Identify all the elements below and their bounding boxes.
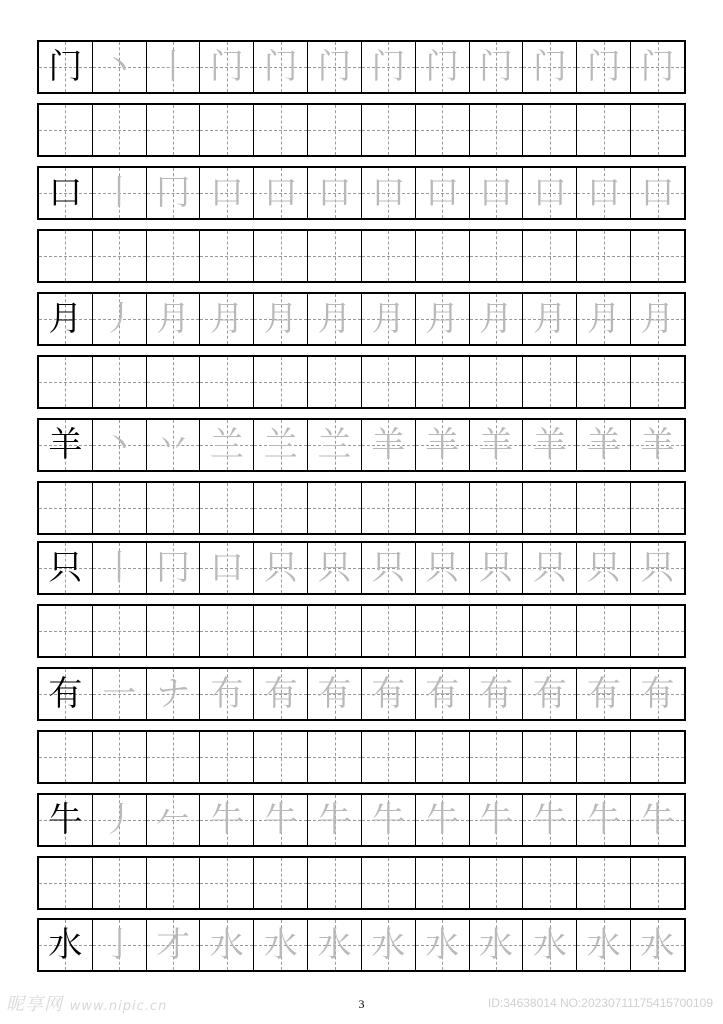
stroke-step: 口: [479, 173, 514, 213]
stroke-step: 口: [586, 173, 621, 213]
trace-cell: [254, 669, 308, 719]
stroke-step: 牛: [532, 800, 567, 840]
trace-cell: [577, 294, 631, 344]
practice-row: [37, 418, 686, 472]
blank-cell: [147, 357, 201, 407]
blank-cell: [577, 105, 631, 155]
blank-cell: [93, 732, 147, 782]
stroke-step: 门: [425, 47, 460, 87]
blank-cell: [416, 858, 470, 908]
trace-cell: [93, 168, 147, 218]
stroke-step: 水: [425, 925, 460, 965]
stroke-step: 水: [209, 925, 244, 965]
blank-cell: [362, 105, 416, 155]
stroke-step: 水: [532, 925, 567, 965]
trace-cell: [362, 420, 416, 470]
trace-cell: [200, 669, 254, 719]
trace-cell: [200, 42, 254, 92]
blank-cell: [200, 606, 254, 656]
stroke-step: 水: [640, 925, 675, 965]
blank-cell: [254, 105, 308, 155]
trace-cell: [470, 669, 524, 719]
trace-cell: [362, 795, 416, 845]
stroke-step: 口: [263, 173, 298, 213]
stroke-step: 只: [586, 548, 621, 588]
stroke-step: 丶: [102, 425, 137, 465]
stroke-step: 门: [479, 47, 514, 87]
trace-cell: [416, 294, 470, 344]
blank-writing-row: [37, 103, 686, 157]
stroke-step: 口: [317, 173, 352, 213]
blank-cell: [523, 357, 577, 407]
blank-cell: [577, 732, 631, 782]
trace-cell: [147, 795, 201, 845]
blank-cell: [416, 105, 470, 155]
trace-cell: [631, 543, 684, 593]
blank-cell: [147, 858, 201, 908]
model-character: 有: [48, 674, 83, 714]
trace-cell: [631, 294, 684, 344]
stroke-step: 羊: [640, 425, 675, 465]
trace-cell: [523, 168, 577, 218]
stroke-step: 丶: [102, 47, 137, 87]
trace-cell: [416, 920, 470, 970]
model-character: 羊: [48, 425, 83, 465]
blank-cell: [577, 231, 631, 281]
blank-cell: [254, 357, 308, 407]
stroke-step: 月: [263, 299, 298, 339]
blank-cell: [200, 231, 254, 281]
practice-row: [37, 667, 686, 721]
blank-cell: [362, 357, 416, 407]
trace-cell: [631, 42, 684, 92]
blank-cell: [254, 732, 308, 782]
stroke-step: 有: [263, 674, 298, 714]
trace-cell: [254, 294, 308, 344]
stroke-step: 有: [479, 674, 514, 714]
blank-cell: [93, 105, 147, 155]
practice-row: [37, 292, 686, 346]
stroke-step: 羊: [425, 425, 460, 465]
trace-cell: [523, 420, 577, 470]
blank-cell: [308, 606, 362, 656]
stroke-step: 牛: [586, 800, 621, 840]
stroke-step: 丨: [102, 173, 137, 213]
blank-cell: [254, 483, 308, 533]
trace-cell: [416, 543, 470, 593]
model-character-cell: [39, 543, 93, 593]
trace-cell: [416, 168, 470, 218]
blank-cell: [39, 357, 93, 407]
trace-cell: [631, 920, 684, 970]
blank-cell: [39, 858, 93, 908]
trace-cell: [93, 294, 147, 344]
trace-cell: [308, 795, 362, 845]
blank-cell: [577, 483, 631, 533]
trace-cell: [147, 42, 201, 92]
trace-cell: [470, 420, 524, 470]
blank-cell: [631, 732, 684, 782]
stroke-step: 门: [209, 47, 244, 87]
trace-cell: [470, 920, 524, 970]
stroke-step: 有: [532, 674, 567, 714]
practice-row: [37, 40, 686, 94]
blank-cell: [416, 732, 470, 782]
stroke-step: 丨: [156, 47, 191, 87]
model-character-cell: [39, 795, 93, 845]
model-character: 只: [48, 548, 83, 588]
blank-cell: [631, 483, 684, 533]
trace-cell: [523, 669, 577, 719]
stroke-step: 门: [640, 47, 675, 87]
blank-cell: [308, 105, 362, 155]
blank-cell: [93, 858, 147, 908]
blank-cell: [523, 483, 577, 533]
blank-cell: [200, 105, 254, 155]
blank-cell: [147, 483, 201, 533]
trace-cell: [470, 42, 524, 92]
blank-writing-row: [37, 355, 686, 409]
blank-cell: [254, 606, 308, 656]
trace-cell: [308, 294, 362, 344]
blank-cell: [470, 732, 524, 782]
stroke-step: 月: [371, 299, 406, 339]
blank-cell: [470, 606, 524, 656]
blank-cell: [308, 357, 362, 407]
practice-row: [37, 918, 686, 972]
blank-cell: [470, 483, 524, 533]
blank-cell: [631, 858, 684, 908]
stroke-step: 牛: [479, 800, 514, 840]
watermark-site: www.nipic.cn: [69, 999, 168, 1014]
blank-cell: [93, 606, 147, 656]
blank-cell: [523, 606, 577, 656]
blank-cell: [39, 231, 93, 281]
trace-cell: [147, 543, 201, 593]
stroke-step: 水: [263, 925, 298, 965]
blank-cell: [39, 732, 93, 782]
stroke-step: 兰: [317, 425, 352, 465]
stroke-step: 水: [371, 925, 406, 965]
stroke-step: ナ: [156, 674, 191, 714]
trace-cell: [147, 669, 201, 719]
blank-cell: [416, 357, 470, 407]
trace-cell: [577, 168, 631, 218]
trace-cell: [362, 294, 416, 344]
stroke-step: 月: [640, 299, 675, 339]
blank-cell: [147, 105, 201, 155]
trace-cell: [93, 795, 147, 845]
stroke-step: 口: [371, 173, 406, 213]
trace-cell: [254, 920, 308, 970]
stroke-step: 门: [371, 47, 406, 87]
trace-cell: [308, 42, 362, 92]
stroke-step: 才: [156, 925, 191, 965]
stroke-step: 有: [371, 674, 406, 714]
stroke-step: 只: [640, 548, 675, 588]
model-character: 门: [48, 47, 83, 87]
stroke-step: 羊: [532, 425, 567, 465]
trace-cell: [577, 420, 631, 470]
blank-cell: [200, 858, 254, 908]
blank-cell: [200, 357, 254, 407]
stroke-step: 只: [479, 548, 514, 588]
trace-cell: [577, 42, 631, 92]
stroke-step: 兰: [263, 425, 298, 465]
trace-cell: [254, 795, 308, 845]
blank-cell: [631, 606, 684, 656]
stroke-step: 只: [263, 548, 298, 588]
practice-row: [37, 793, 686, 847]
trace-cell: [93, 920, 147, 970]
blank-cell: [362, 732, 416, 782]
trace-cell: [631, 420, 684, 470]
blank-cell: [254, 231, 308, 281]
stroke-step: 有: [586, 674, 621, 714]
trace-cell: [362, 168, 416, 218]
blank-cell: [416, 606, 470, 656]
blank-cell: [577, 606, 631, 656]
model-character: 月: [48, 299, 83, 339]
blank-writing-row: [37, 481, 686, 535]
model-character-cell: [39, 920, 93, 970]
trace-cell: [416, 420, 470, 470]
stroke-step: 月: [532, 299, 567, 339]
stroke-step: 牛: [263, 800, 298, 840]
trace-cell: [577, 669, 631, 719]
trace-cell: [93, 543, 147, 593]
stroke-step: 牛: [640, 800, 675, 840]
trace-cell: [523, 294, 577, 344]
blank-writing-row: [37, 229, 686, 283]
stroke-step: 羊: [371, 425, 406, 465]
blank-cell: [39, 483, 93, 533]
blank-cell: [416, 483, 470, 533]
trace-cell: [308, 543, 362, 593]
trace-cell: [200, 420, 254, 470]
trace-cell: [470, 795, 524, 845]
blank-cell: [523, 105, 577, 155]
model-character-cell: [39, 294, 93, 344]
trace-cell: [200, 920, 254, 970]
blank-cell: [523, 732, 577, 782]
watermark-logo: [6, 990, 167, 1016]
blank-cell: [631, 231, 684, 281]
trace-cell: [200, 795, 254, 845]
stroke-step: 只: [532, 548, 567, 588]
trace-cell: [200, 543, 254, 593]
blank-writing-row: [37, 856, 686, 910]
stroke-step: 亅: [102, 925, 137, 965]
trace-cell: [254, 543, 308, 593]
stroke-step: 水: [479, 925, 514, 965]
trace-cell: [523, 795, 577, 845]
stroke-step: 羊: [479, 425, 514, 465]
blank-cell: [523, 231, 577, 281]
trace-cell: [416, 795, 470, 845]
trace-cell: [254, 420, 308, 470]
stroke-step: 兰: [209, 425, 244, 465]
trace-cell: [93, 42, 147, 92]
stroke-step: 月: [156, 299, 191, 339]
stroke-step: 羊: [586, 425, 621, 465]
page-number: 3: [358, 997, 365, 1011]
trace-cell: [362, 42, 416, 92]
blank-cell: [631, 357, 684, 407]
blank-cell: [93, 231, 147, 281]
blank-cell: [362, 606, 416, 656]
stroke-step: 牛: [209, 800, 244, 840]
model-character-cell: [39, 168, 93, 218]
stroke-step: 月: [317, 299, 352, 339]
trace-cell: [631, 795, 684, 845]
stroke-step: 牛: [371, 800, 406, 840]
trace-cell: [577, 543, 631, 593]
trace-cell: [470, 294, 524, 344]
trace-cell: [93, 420, 147, 470]
trace-cell: [93, 669, 147, 719]
stroke-step: 丷: [156, 425, 191, 465]
blank-cell: [523, 858, 577, 908]
blank-cell: [362, 483, 416, 533]
stroke-step: 只: [425, 548, 460, 588]
stroke-step: 丨: [102, 548, 137, 588]
blank-cell: [200, 483, 254, 533]
trace-cell: [254, 42, 308, 92]
blank-cell: [147, 732, 201, 782]
stroke-step: 有: [640, 674, 675, 714]
stroke-step: 有: [425, 674, 460, 714]
trace-cell: [200, 294, 254, 344]
watermark-logo-text: 昵享网: [6, 994, 63, 1015]
stroke-step: 月: [586, 299, 621, 339]
trace-cell: [362, 669, 416, 719]
trace-cell: [416, 42, 470, 92]
stroke-step: 门: [586, 47, 621, 87]
practice-row: [37, 541, 686, 595]
model-character: 口: [48, 173, 83, 213]
blank-cell: [308, 483, 362, 533]
blank-cell: [93, 357, 147, 407]
blank-cell: [39, 105, 93, 155]
stroke-step: 牛: [317, 800, 352, 840]
stroke-step: 口: [209, 173, 244, 213]
stroke-step: 水: [317, 925, 352, 965]
stroke-step: 只: [371, 548, 406, 588]
stroke-step: 门: [263, 47, 298, 87]
stroke-step: 口: [425, 173, 460, 213]
trace-cell: [631, 168, 684, 218]
model-character-cell: [39, 669, 93, 719]
trace-cell: [147, 920, 201, 970]
stroke-step: 丿: [102, 800, 137, 840]
stroke-step: 门: [532, 47, 567, 87]
blank-cell: [577, 357, 631, 407]
blank-cell: [147, 231, 201, 281]
stroke-step: 水: [586, 925, 621, 965]
trace-cell: [147, 168, 201, 218]
blank-cell: [147, 606, 201, 656]
trace-cell: [523, 42, 577, 92]
trace-cell: [200, 168, 254, 218]
blank-cell: [470, 858, 524, 908]
stroke-step: 牛: [425, 800, 460, 840]
trace-cell: [577, 795, 631, 845]
trace-cell: [416, 669, 470, 719]
blank-cell: [577, 858, 631, 908]
blank-cell: [93, 483, 147, 533]
stroke-step: 有: [317, 674, 352, 714]
blank-cell: [308, 858, 362, 908]
model-character: 水: [48, 925, 83, 965]
blank-cell: [362, 231, 416, 281]
blank-writing-row: [37, 730, 686, 784]
blank-cell: [362, 858, 416, 908]
blank-cell: [308, 231, 362, 281]
trace-cell: [631, 669, 684, 719]
trace-cell: [523, 920, 577, 970]
stroke-step: 门: [317, 47, 352, 87]
blank-cell: [470, 105, 524, 155]
stroke-step: 口: [640, 173, 675, 213]
model-character-cell: [39, 42, 93, 92]
practice-row: [37, 166, 686, 220]
trace-cell: [362, 920, 416, 970]
trace-cell: [470, 543, 524, 593]
stroke-step: 𠂉: [156, 800, 191, 840]
stroke-step: 月: [425, 299, 460, 339]
blank-cell: [470, 357, 524, 407]
trace-cell: [308, 168, 362, 218]
model-character: 牛: [48, 800, 83, 840]
stroke-step: 月: [479, 299, 514, 339]
model-character-cell: [39, 420, 93, 470]
trace-cell: [470, 168, 524, 218]
trace-cell: [308, 920, 362, 970]
blank-cell: [416, 231, 470, 281]
blank-cell: [631, 105, 684, 155]
stroke-step: 只: [317, 548, 352, 588]
stroke-step: 口: [209, 548, 244, 588]
blank-cell: [470, 231, 524, 281]
blank-cell: [39, 606, 93, 656]
blank-cell: [254, 858, 308, 908]
stroke-step: 冂: [156, 173, 191, 213]
trace-cell: [308, 420, 362, 470]
stroke-step: 月: [209, 299, 244, 339]
trace-cell: [254, 168, 308, 218]
trace-cell: [147, 420, 201, 470]
trace-cell: [577, 920, 631, 970]
stroke-step: 一: [102, 674, 137, 714]
blank-cell: [200, 732, 254, 782]
stroke-step: 丿: [102, 299, 137, 339]
watermark-id: ID:34638014 NO:20230711175415700109: [487, 996, 713, 1010]
stroke-step: 口: [532, 173, 567, 213]
trace-cell: [523, 543, 577, 593]
blank-cell: [308, 732, 362, 782]
trace-cell: [362, 543, 416, 593]
stroke-step: 冂: [156, 548, 191, 588]
blank-writing-row: [37, 604, 686, 658]
stroke-step: 冇: [209, 674, 244, 714]
trace-cell: [147, 294, 201, 344]
trace-cell: [308, 669, 362, 719]
